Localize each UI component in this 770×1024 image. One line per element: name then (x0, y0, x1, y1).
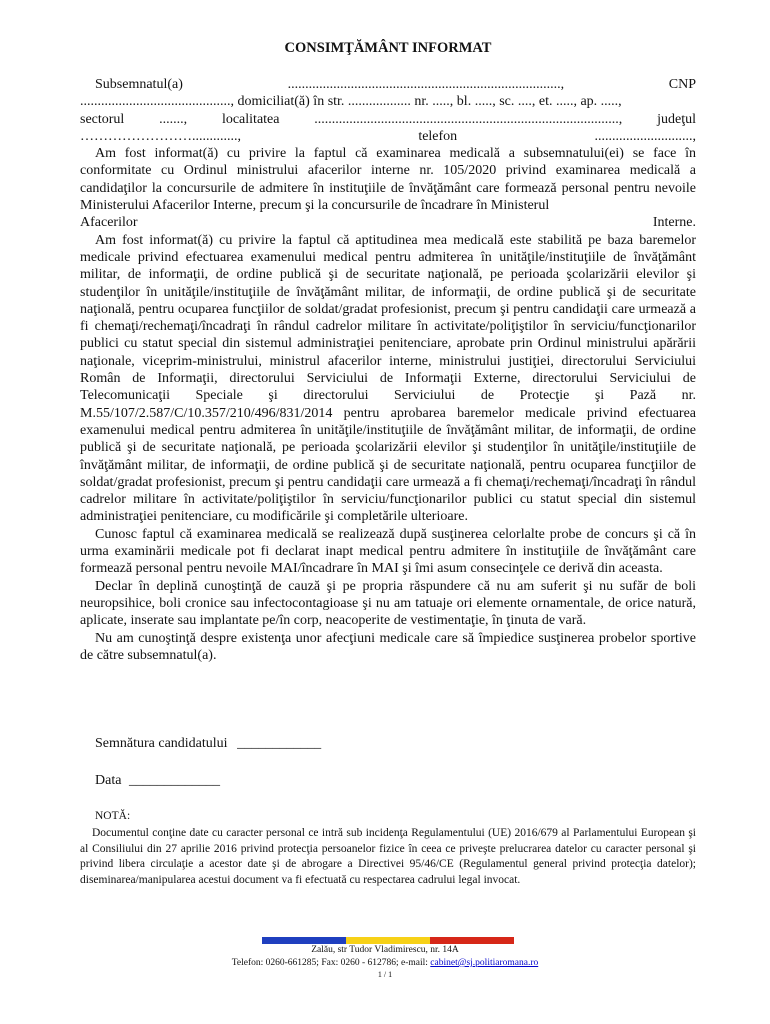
note-label: NOTĂ: (95, 810, 131, 822)
flag-blue (262, 937, 346, 944)
footer-contact: Telefon: 0260-661285; Fax: 0260 - 612786; e-mail: cabinet@sj.politiaromana.ro (231, 958, 539, 968)
identity-line-2: ..........................................., domiciliat(ă) în str. .................. nr. ....., bl. ....., sc. ...., et. ....., ap. ....., (80, 94, 622, 110)
footer-flag-bar (262, 937, 514, 944)
footer-address: Zalău, str Tudor Vladimirescu, nr. 14A (311, 945, 459, 955)
paragraph-4: Declar în deplină cunoştinţă de cauză şi pe propria răspundere că nu am suferit şi nu sufăr de boli neuropsihice, boli cronice sau infectocontagioase şi nu am tatuaje ori elemente ornamentale, de orice natură, aplicate, inserate sau implantate pe/în corp, neacoperite de vestimentaţie, în ţinuta de vară. (80, 578, 696, 629)
signature-field: Semnătura candidatului ____________ (95, 736, 322, 751)
date-field: Data _____________ (95, 773, 220, 788)
paragraph-1-end: Afacerilor Interne. (80, 215, 696, 231)
note-text: Documentul conţine date cu caracter personal ce intră sub incidenţa Regulamentului (UE) 2016/679 al Parlamentului European şi al Consiliului din 27 aprilie 2016 privind protecţia persoanelor fizice în ceea ce priveşte prelucrarea datelor cu caracter personal şi privind libera circulaţie a acestor date şi de abrogare a Directivei 95/46/CE (Regulamentul general privind protecţia datelor); diseminarea/manipularea acestui document va fi efectuată cu respectarea cadrului legal invocat. (80, 827, 696, 886)
paragraph-5: Nu am cunoştinţă despre existenţa unor afecţiuni medicale care să împiedice susţinerea probelor sportive de către subsemnatul(a). (80, 630, 696, 663)
page-number: 1 / 1 (377, 970, 393, 979)
flag-red (430, 937, 514, 944)
flag-yellow (346, 937, 430, 944)
document-title: CONSIMŢĂMÂNT INFORMAT (284, 40, 492, 56)
identity-line-3: sectorul ......., localitatea ......................................................................................., judeţul (80, 111, 696, 127)
identity-line-1: Subsemnatul(a) .............................................................................., CNP (95, 77, 696, 92)
paragraph-2: Am fost informat(ă) cu privire la faptul că aptitudinea mea medicală este stabilită pe baza baremelor medicale privind efectuarea examenului medical pentru admiterea în unităţile/instituţiile de învăţământ militar, de informaţii, de ordine publică şi de securitate naţională, pe perioada şcolarizării elevilor şi studenţilor în unităţile/instituţiile de învăţământ militar, de informaţii, de ordine publică şi de securitate naţională, pentru ocuparea funcţiilor de soldat/gradat profesionist, precum şi pentru candidaţii care urmează a fi chemaţi/rechemaţi/încadraţi în rândul cadrelor militare în activitate/poliţiştilor în serviciu/funcţionarilor publici cu statut special din sistemul administraţiei penitenciare, aprobate prin Ordinul ministrului apărării naţionale, viceprim-ministrului, ministrul afacerilor interne, ministrului justiţiei, directorului Serviciului Român de Informaţii, directorului Serviciului de Informaţii Externe, directorului Serviciului de Telecomunicaţii Speciale şi directorului Serviciului de Protecţie şi Pază nr. M.55/107/2.587/C/10.357/210/496/831/2014 pentru aprobarea baremelor medicale privind efectuarea examenului medical pentru admiterea în unităţile/instituţiile de învăţământ militar, de informaţii, de ordine publică şi de securitate naţională, pe perioada şcolarizării elevilor şi studenţilor în unităţile/instituţiile de învăţământ militar, de informaţii, de ordine publică şi de securitate naţională, pentru ocuparea funcţiilor de soldat/gradat profesionist, precum şi pentru candidaţii care urmează a fi chemaţi/rechemaţi/încadraţi în rândul cadrelor militare în activitate/poliţiştilor în serviciu/funcţionarilor publici cu statut special din sistemul administraţiei penitenciare, cu modificările şi completările ulterioare. (80, 232, 696, 525)
document-body (80, 76, 696, 664)
email-link[interactable]: cabinet@sj.politiaromana.ro (430, 958, 539, 968)
identity-line-4: ……………………............., telefon ............................, (80, 128, 696, 144)
paragraph-3: Cunosc faptul că examinarea medicală se realizează după susţinerea celorlalte probe de concurs şi că în urma examinării medicale pot fi declarat inapt medical pentru admitere în instituţiile de învăţământ care formează personal pentru nevoile MAI/încadrare în MAI şi îmi asum consecinţele ce derivă din aceasta. (80, 526, 696, 577)
paragraph-1: Am fost informat(ă) cu privire la faptul că examinarea medicală a subsemnatului(ei) se face în conformitate cu Ordinul ministrului afacerilor interne nr. 105/2020 privind examinarea medicală a candidaţilor la concursurile de admitere în instituţiile de învăţământ care formează personal pentru nevoile Ministerului Afacerilor Interne, precum şi la concursurile de încadrare în Ministerul (80, 146, 696, 214)
